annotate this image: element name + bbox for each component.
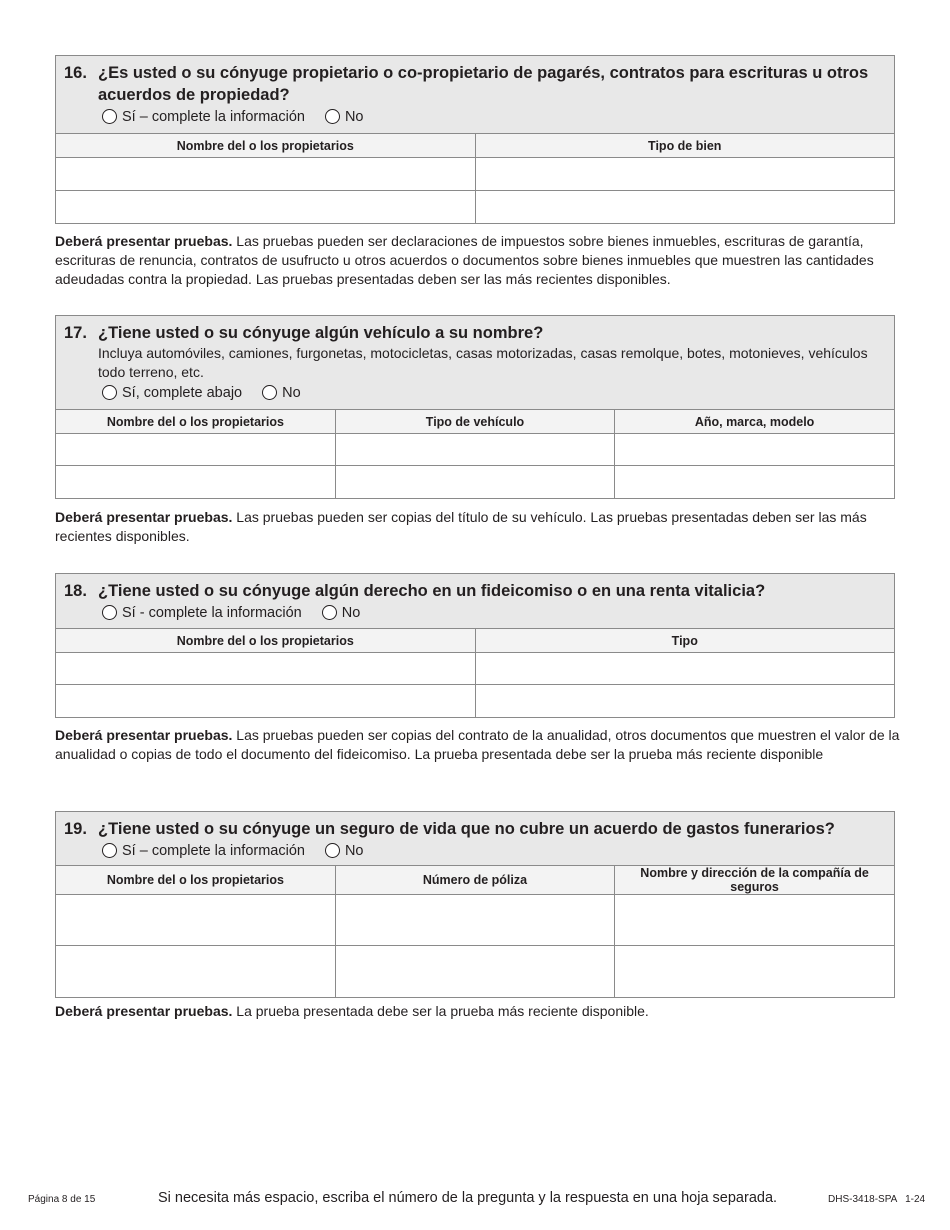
question-number: 19. — [64, 820, 87, 838]
column-header: Año, marca, modelo — [615, 410, 894, 434]
page-number: Página 8 de 15 — [28, 1194, 96, 1205]
radio-circle-icon[interactable] — [325, 109, 340, 124]
question-17-section — [55, 315, 895, 499]
question-number: 18. — [64, 582, 87, 600]
column-header: Tipo — [475, 629, 894, 653]
input-cell[interactable] — [56, 434, 335, 466]
question-18-section — [55, 573, 895, 718]
column-header: Nombre del o los propietarios — [56, 134, 475, 158]
radio-yes-label: Sí, complete abajo — [122, 384, 243, 401]
note-bold: Deberá presentar pruebas. — [55, 727, 233, 743]
note-bold: Deberá presentar pruebas. — [55, 1003, 233, 1019]
question-18-header — [56, 574, 894, 628]
column-header: Nombre del o los propietarios — [56, 629, 475, 653]
note-text: Las pruebas pueden ser copias del contrato de la anualidad, otros documentos que muestren el valor de la anualidad o copias de todo el documento del fideicomiso. La prueba presentada debe ser la prueba más reciente disponible — [55, 727, 900, 762]
input-cell[interactable] — [335, 895, 614, 946]
input-cell[interactable] — [56, 946, 335, 997]
question-19-section — [55, 811, 895, 998]
radio-no-label: No — [344, 108, 364, 125]
table-row — [56, 946, 894, 997]
column-header: Nombre del o los propietarios — [56, 866, 335, 895]
radio-yes-label: Sí – complete la información — [122, 108, 305, 125]
radio-yes[interactable] — [102, 385, 242, 401]
input-cell[interactable] — [335, 434, 614, 466]
radio-circle-icon[interactable] — [102, 605, 117, 620]
question-title: ¿Tiene usted o su cónyuge algún vehículo a su nombre? — [98, 324, 544, 342]
input-cell[interactable] — [335, 466, 614, 498]
input-cell[interactable] — [615, 434, 894, 466]
input-cell[interactable] — [475, 685, 894, 717]
input-cell[interactable] — [56, 158, 475, 191]
column-header: Tipo de bien — [475, 134, 894, 158]
input-cell[interactable] — [615, 895, 894, 946]
question-title: ¿Es usted o su cónyuge propietario o co-propietario de pagarés, contratos para escrituras u otros acuerdos de propiedad? — [98, 64, 869, 104]
question-16-note — [55, 232, 900, 289]
column-header: Tipo de vehículo — [335, 410, 614, 434]
input-cell[interactable] — [56, 685, 475, 717]
input-cell[interactable] — [475, 158, 894, 191]
radio-circle-icon[interactable] — [325, 843, 340, 858]
radio-circle-icon[interactable] — [262, 385, 277, 400]
question-17-header — [56, 316, 894, 409]
radio-no[interactable] — [325, 109, 364, 125]
input-cell[interactable] — [56, 466, 335, 498]
table-row — [56, 685, 894, 717]
form-id: DHS-3418-SPA 1-24 — [828, 1194, 926, 1205]
note-text: Las pruebas pueden ser copias del título de su vehículo. Las pruebas presentadas deben ser las más recientes disponibles. — [55, 509, 867, 544]
radio-yes[interactable] — [102, 109, 305, 125]
input-cell[interactable] — [56, 191, 475, 223]
question-19-table — [56, 865, 894, 997]
radio-circle-icon[interactable] — [322, 605, 337, 620]
question-16-table — [56, 133, 894, 223]
radio-no-label: No — [341, 604, 361, 621]
table-row — [56, 158, 894, 191]
radio-yes-label: Sí - complete la información — [122, 604, 302, 621]
radio-yes[interactable] — [102, 843, 305, 859]
radio-no-label: No — [282, 384, 301, 401]
radio-circle-icon[interactable] — [102, 385, 117, 400]
input-cell[interactable] — [615, 946, 894, 997]
input-cell[interactable] — [475, 191, 894, 223]
question-title: ¿Tiene usted o su cónyuge un seguro de vida que no cubre un acuerdo de gastos funerarios? — [98, 820, 835, 838]
question-19-note — [55, 1002, 900, 1021]
note-bold: Deberá presentar pruebas. — [55, 509, 233, 525]
radio-yes-label: Sí – complete la información — [122, 842, 305, 859]
radio-no-label: No — [344, 842, 364, 859]
question-18-note — [55, 726, 900, 764]
radio-no[interactable] — [262, 385, 301, 401]
question-number: 17. — [64, 324, 87, 342]
column-header: Nombre del o los propietarios — [56, 410, 335, 434]
question-19-header — [56, 812, 894, 865]
table-row — [56, 895, 894, 946]
question-17-note — [55, 508, 900, 546]
note-bold: Deberá presentar pruebas. — [55, 233, 233, 249]
footer-instruction: Si necesita más espacio, escriba el número de la pregunta y la respuesta en una hoja separada. — [158, 1190, 778, 1206]
input-cell[interactable] — [335, 946, 614, 997]
note-text: Las pruebas pueden ser declaraciones de impuestos sobre bienes inmuebles, escrituras de garantía, escrituras de renuncia, contratos de usufructo u otros acuerdos o documentos sobre bienes inmuebles que muestren las cantidades adeudadas contra la propiedad. Las pruebas presentadas deben ser las más recientes disponibles. — [55, 233, 874, 287]
question-subtitle: Incluya automóviles, camiones, furgonetas, motocicletas, casas motorizadas, casas remolque, botes, motonieves, vehículos todo terreno, etc. — [98, 345, 868, 380]
table-row — [56, 434, 894, 466]
column-header: Nombre y dirección de la compañía de seguros — [615, 866, 894, 895]
radio-no[interactable] — [325, 843, 364, 859]
radio-no[interactable] — [322, 605, 361, 621]
question-title: ¿Tiene usted o su cónyuge algún derecho en un fideicomiso o en una renta vitalicia? — [98, 582, 766, 600]
radio-circle-icon[interactable] — [102, 109, 117, 124]
radio-yes[interactable] — [102, 605, 302, 621]
radio-circle-icon[interactable] — [102, 843, 117, 858]
column-header: Número de póliza — [335, 866, 614, 895]
input-cell[interactable] — [475, 653, 894, 685]
input-cell[interactable] — [615, 466, 894, 498]
input-cell[interactable] — [56, 653, 475, 685]
question-18-table — [56, 628, 894, 717]
table-row — [56, 191, 894, 223]
question-17-table — [56, 409, 894, 498]
question-number: 16. — [64, 64, 87, 82]
table-row — [56, 466, 894, 498]
table-row — [56, 653, 894, 685]
input-cell[interactable] — [56, 895, 335, 946]
question-16-header — [56, 56, 894, 133]
question-16-section — [55, 55, 895, 224]
note-text: La prueba presentada debe ser la prueba más reciente disponible. — [232, 1003, 649, 1019]
